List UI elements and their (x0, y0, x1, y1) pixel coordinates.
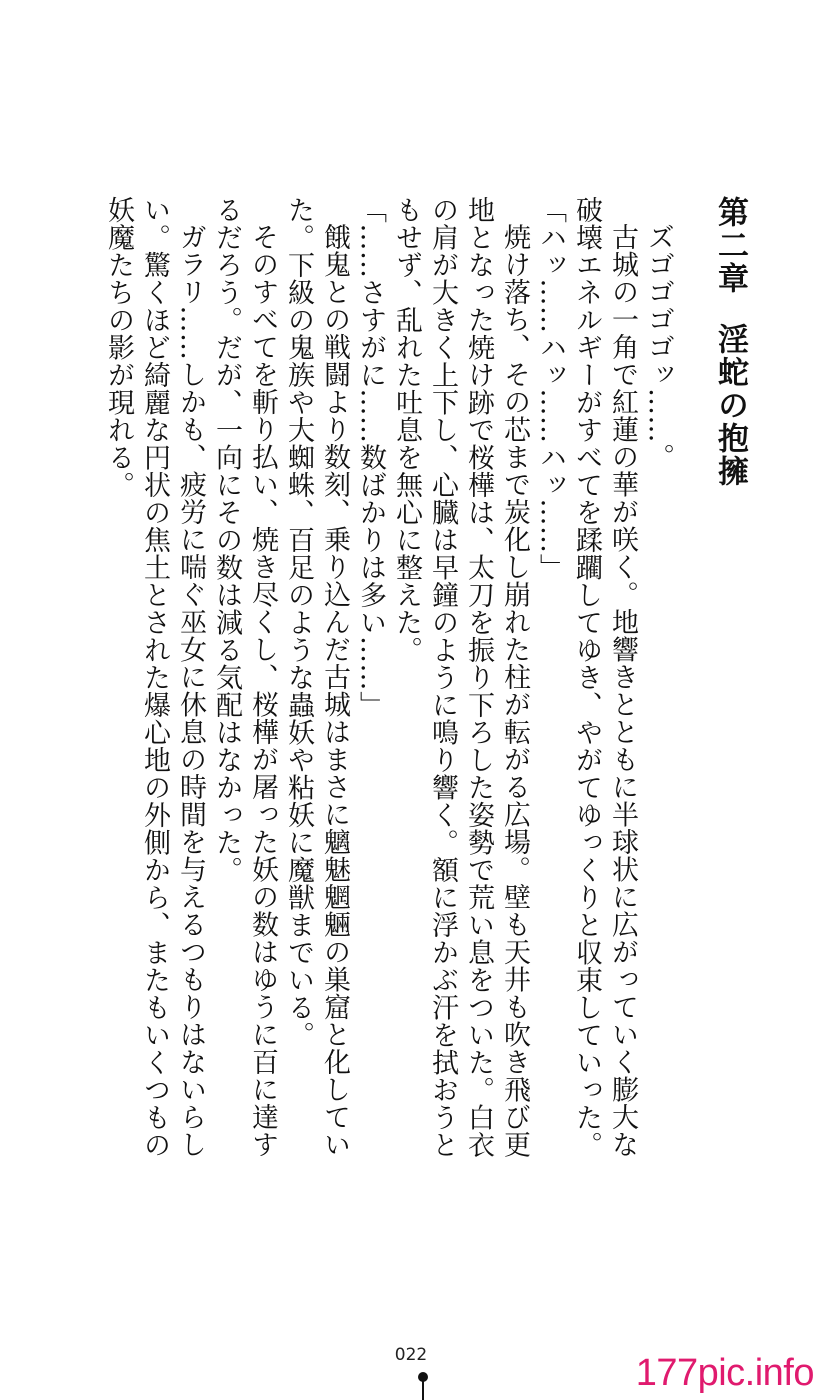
chapter-heading (712, 196, 748, 1166)
paragraph: 焼け落ち、その芯まで炭化し崩れた柱が転がる広場。壁も天井も吹き飛び更地となった焼け跡で桜樺は、太刀を振り下ろした姿勢で荒い息をついた。白衣の肩が大きく上下し、心臓は早鐘のように鳴り響く。額に浮かぶ汗を拭おうともせず、乱れた吐息を無心に整えた。 (391, 196, 530, 1159)
dialogue-line: 「ハッ……ハッ……ハッ……」 (535, 196, 566, 581)
paragraph: そのすべてを斬り払い、焼き尽くし、桜樺が屠った妖の数はゆうに百に達するだろう。だが、一向にその数は減る気配はなかった。 (211, 196, 278, 1158)
paragraph: ガラリ……しかも、疲労に喘ぐ巫女に休息の時間を与えるつもりはないらしい。驚くほど綺麗な円状の焦土とされた爆心地の外側から、またもいくつもの妖魔たちの影が現れる。 (103, 196, 206, 1159)
chapter-number: 第二章 (712, 196, 748, 295)
page-number: 022 (394, 1345, 428, 1365)
chapter-title: 淫蛇の抱擁 (712, 323, 748, 488)
page-marker-line (422, 1380, 424, 1400)
paragraph: ズゴゴゴゴッ……。 (643, 223, 674, 471)
dialogue-line: 「……さすがに……数ばかりは多い……」 (355, 196, 386, 719)
paragraph: 古城の一角で紅蓮の華が咲く。地響きとともに半球状に広がっていく膨大な破壊エネルギーがすべてを蹂躙してゆき、やがてゆっくりと収束していった。 (571, 196, 638, 1159)
site-watermark: 177pic.info (635, 1352, 814, 1394)
paragraph: 餓鬼との戦闘より数刻、乗り込んだ古城はまさに魑魅魍魎の巣窟と化していた。下級の鬼族や大蜘蛛、百足のような蟲妖や粘妖に魔獣までいる。 (283, 196, 350, 1158)
body-text (103, 196, 748, 1166)
